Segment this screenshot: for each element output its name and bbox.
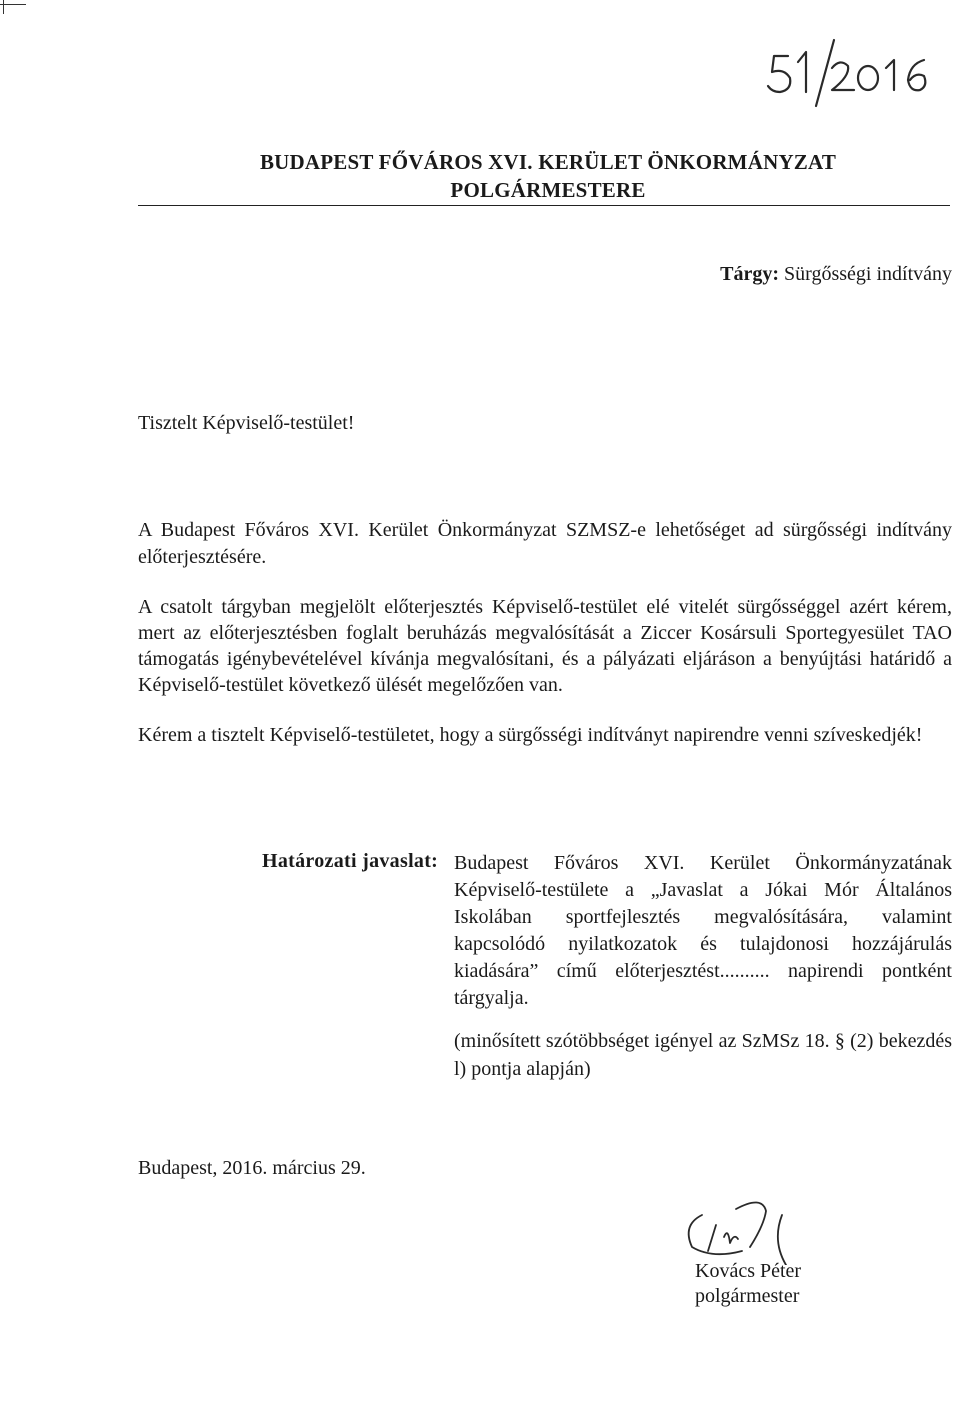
header-office: POLGÁRMESTERE [450,178,646,202]
paragraph-request: Kérem a tisztelt Képviselő-testületet, hogy a sürgősségi indítványt napirendre venni szíveskedjék! [138,724,923,746]
paragraph-intro: A Budapest Főváros XVI. Kerület Önkormányzat SZMSZ-e lehetőséget ad sürgősségi indítvány előterjesztésére. [138,519,952,568]
document-date: Budapest, 2016. március 29. [138,1157,366,1179]
handwritten-registry-number [758,28,948,108]
subject-label: Tárgy: [720,263,780,285]
majority-note: (minősített szótöbbséget igényel az SzMSz 18. § (2) bekezdés l) pontja alapján) [454,1030,952,1080]
subject-line [720,263,952,286]
signer-name: Kovács Péter [695,1260,802,1282]
resolution-label: Határozati javaslat: [262,850,439,872]
header-municipality: BUDAPEST FŐVÁROS XVI. KERÜLET ÖNKORMÁNYZAT [259,150,837,174]
handwritten-signature [672,1185,802,1265]
subject-value: Sürgősségi indítvány [784,263,952,285]
resolution-text: Budapest Főváros XVI. Kerület Önkormányzatának Képviselő-testülete a „Javaslat a Jókai Mór Általános Iskolában sportfejlesztés megvalósítására, valamint kapcsolódó nyilatkozatok és tulajdonosi hozzájárulás kiadására” című előterjesztést.......... napirendi pontként tárgyalja. [454,852,952,1009]
header-divider [138,205,950,206]
paragraph-justification: A csatolt tárgyban megjelölt előterjesztés Képviselő-testület elé vitelét sürgősséggel azért kérem, mert az előterjesztésben foglalt beruházás megvalósítását a Ziccer Kosársuli Sportegyesület TAO támogatás igénybevételével kívánja megvalósítani, és a pályázati eljáráson a benyújtási határidő a Képviselő-testület következő ülését megelőzően van. [138,596,952,696]
signer-title: polgármester [695,1285,800,1307]
salutation: Tisztelt Képviselő-testület! [138,412,355,434]
